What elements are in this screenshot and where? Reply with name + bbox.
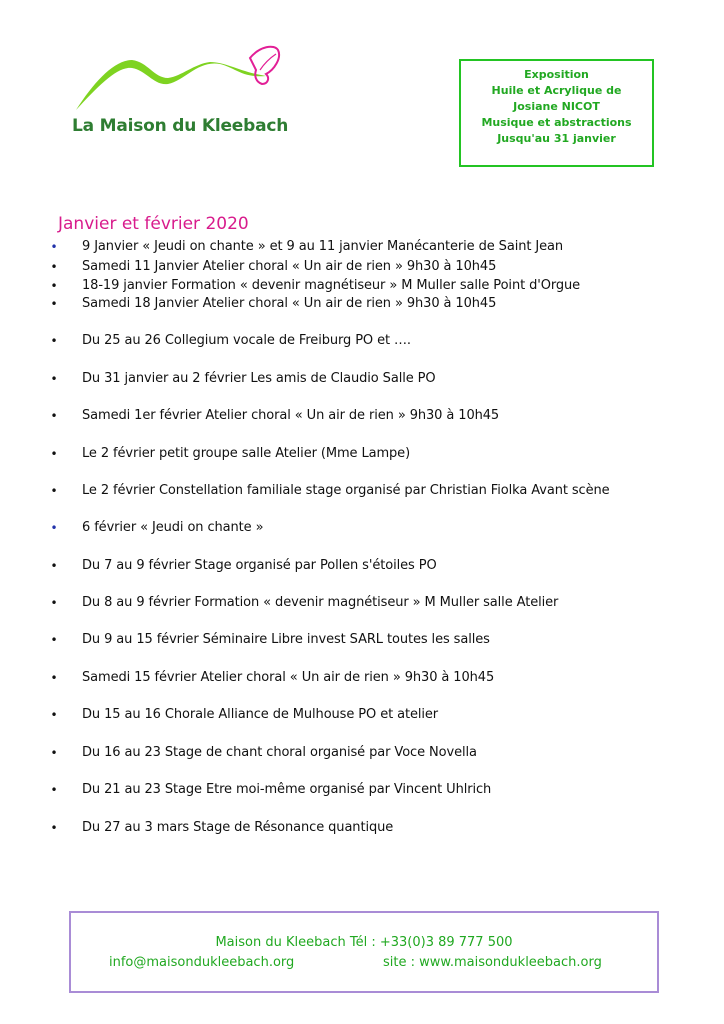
bullet-icon: • <box>50 409 58 423</box>
event-text: Samedi 1er février Atelier choral « Un air de rien » 9h30 à 10h45 <box>82 408 500 423</box>
event-item <box>0 294 724 314</box>
event-item <box>0 593 724 613</box>
event-text: Samedi 11 Janvier Atelier choral « Un air de rien » 9h30 à 10h45 <box>82 259 497 274</box>
event-text: 9 Janvier « Jeudi on chante » et 9 au 11 janvier Manécanterie de Saint Jean <box>82 239 564 254</box>
event-text: Du 21 au 23 Stage Etre moi-même organisé par Vincent Uhlrich <box>82 782 492 797</box>
logo <box>70 44 300 140</box>
event-text: Du 25 au 26 Collegium vocale de Freiburg PO et …. <box>82 333 411 348</box>
event-item <box>0 780 724 800</box>
event-item <box>0 331 724 351</box>
event-item <box>0 668 724 688</box>
event-item <box>0 276 724 296</box>
bullet-icon: • <box>50 260 58 274</box>
footer-website-link[interactable]: site : www.maisondukleebach.org <box>383 955 602 970</box>
bullet-icon: • <box>50 671 58 685</box>
event-text: Du 7 au 9 février Stage organisé par Pollen s'étoiles PO <box>82 558 437 573</box>
bullet-icon: • <box>50 484 58 498</box>
event-item <box>0 369 724 389</box>
event-item <box>0 556 724 576</box>
event-item <box>0 406 724 426</box>
exhibition-line: Musique et abstractions <box>481 116 632 129</box>
exhibition-line: Jusqu'au 31 janvier <box>497 132 616 145</box>
event-item <box>0 518 724 538</box>
event-item <box>0 630 724 650</box>
event-item <box>0 818 724 838</box>
bullet-icon: • <box>50 240 58 254</box>
event-text: Du 31 janvier au 2 février Les amis de Claudio Salle PO <box>82 371 436 386</box>
event-item <box>0 237 724 257</box>
bullet-icon: • <box>50 708 58 722</box>
bullet-icon: • <box>50 783 58 797</box>
exhibition-line: Exposition <box>524 68 589 81</box>
event-item <box>0 444 724 464</box>
footer-phone-line: Maison du Kleebach Tél : +33(0)3 89 777 500 <box>215 935 513 950</box>
bullet-icon: • <box>50 279 58 293</box>
event-text: Samedi 15 février Atelier choral « Un air de rien » 9h30 à 10h45 <box>82 670 495 685</box>
event-text: Samedi 18 Janvier Atelier choral « Un air de rien » 9h30 à 10h45 <box>82 296 497 311</box>
event-text: Le 2 février Constellation familiale stage organisé par Christian Fiolka Avant scène <box>82 483 610 498</box>
footer-email-link[interactable]: info@maisondukleebach.org <box>109 955 295 970</box>
event-text: Le 2 février petit groupe salle Atelier (Mme Lampe) <box>82 446 411 461</box>
event-text: Du 9 au 15 février Séminaire Libre invest SARL toutes les salles <box>82 632 490 647</box>
bullet-icon: • <box>50 372 58 386</box>
event-text: 18-19 janvier Formation « devenir magnétiseur » M Muller salle Point d'Orgue <box>82 278 581 293</box>
bullet-icon: • <box>50 821 58 835</box>
bullet-icon: • <box>50 521 58 535</box>
logo-mountains-butterfly-icon <box>70 44 300 114</box>
footer-contact-box <box>69 911 659 993</box>
bullet-icon: • <box>50 559 58 573</box>
bullet-icon: • <box>50 633 58 647</box>
logo-name: La Maison du Kleebach <box>72 116 289 136</box>
event-item <box>0 481 724 501</box>
event-text: Du 8 au 9 février Formation « devenir magnétiseur » M Muller salle Atelier <box>82 595 559 610</box>
exhibition-line: Huile et Acrylique de <box>491 84 622 97</box>
event-item <box>0 257 724 277</box>
bullet-icon: • <box>50 746 58 760</box>
exhibition-line: Josiane NICOT <box>513 100 600 113</box>
event-text: Du 27 au 3 mars Stage de Résonance quantique <box>82 820 394 835</box>
event-item <box>0 743 724 763</box>
bullet-icon: • <box>50 334 58 348</box>
bullet-icon: • <box>50 596 58 610</box>
event-text: 6 février « Jeudi on chante » <box>82 520 264 535</box>
event-text: Du 16 au 23 Stage de chant choral organisé par Voce Novella <box>82 745 477 760</box>
exhibition-box <box>459 59 654 167</box>
page-title: Janvier et février 2020 <box>58 214 249 234</box>
event-text: Du 15 au 16 Chorale Alliance de Mulhouse PO et atelier <box>82 707 439 722</box>
bullet-icon: • <box>50 297 58 311</box>
bullet-icon: • <box>50 447 58 461</box>
event-item <box>0 705 724 725</box>
